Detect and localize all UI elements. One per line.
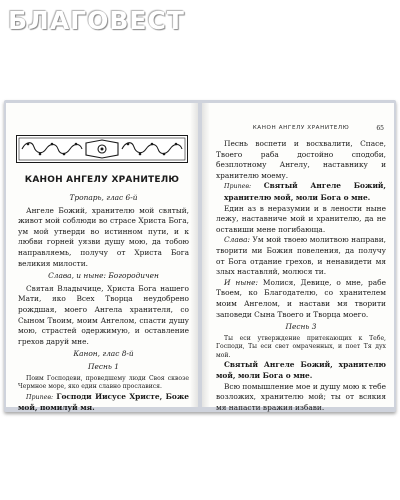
refrain-label: Припев: — [224, 183, 252, 191]
right-page-body — [216, 139, 386, 413]
refrain-label: Припев: — [26, 393, 54, 401]
troparion-text: Ангеле Божий, хранителю мой святый, живот мой соблюди во страсе Христа Бога, ум мой утверди во истинном пути, и к любви горней уязви душу мою, да тобою направляемь, получу от Христа Бога великия милости. — [18, 205, 189, 268]
left-page-body — [18, 191, 189, 414]
left-page — [6, 103, 198, 413]
watermark-logo: БЛАГОВЕСТ — [8, 6, 185, 35]
theotokion-text: Святая Владычице, Христа Бога нашего Мати, яко Всех Творца неудобрено рождшая, моего Ангела хранителя, со Сыном Твоим, моим Ангелом, спасти душу мою, страстей одержимую, и оставление грехов даруй мне. — [18, 283, 189, 346]
right-page — [202, 103, 394, 412]
glory-heading: Слава, и ныне: Богородичен — [48, 271, 159, 281]
canon-heading: Канон, глас 8-й — [73, 349, 134, 359]
refrain-text: Святый Ангеле Божий, хранителю мой, моли Бога о мне. — [224, 181, 386, 202]
irmos-text: Поим Господеви, проведшему люди Своя сквозе Чермное море, яко един славно прославися. — [18, 374, 189, 391]
glory-text: Ум мой твоею молитвою направи, творити ми Божия повеления, да получу от Бога отдание грехов, и ненавидети мя злых наставляй, молюся ти. — [216, 235, 386, 277]
ode-3-heading: Песнь 3 — [285, 322, 317, 332]
page-number: 65 — [376, 125, 384, 132]
ode-1-heading: Песнь 1 — [88, 361, 119, 371]
ornament-headpiece — [16, 135, 188, 163]
refrain-2-text: Святый Ангеле Божий, хранителю мой, моли Бога о мне. — [216, 360, 386, 381]
running-head: КАНОН АНГЕЛУ ХРАНИТЕЛЮ — [252, 125, 350, 131]
irmos-3-text: Ты еси утверждение притекающих к Тебе, Господи, Ты еси свет омраченных, и поет Тя дух мой. — [216, 334, 386, 359]
and-now-label: И ныне: — [224, 277, 258, 287]
page-title: КАНОН АНГЕЛУ ХРАНИТЕЛЮ — [24, 175, 180, 185]
troparion-heading: Тропарь, глас 6-й — [69, 193, 138, 202]
refrain-text: Господи Иисусе Христе, Боже мой, помилуй мя. — [18, 391, 189, 413]
and-now-text: Молися, Девице, о мне, рабе Твоем, ко Благодателю, со хранителем моим Ангелом, и настави мя творити заповеди Сына Твоего и Творца моего. — [216, 277, 386, 319]
troparion-p3: Всю помышление мое и душу мою к тебе возложих, хранителю мой; ты от всякия мя напасти вражия избави. — [216, 381, 386, 412]
troparion-p1: Песнь воспети и восхвалити, Спасе, Твоего раба достойно сподоби, безплотному Ангелу, наставнику и хранителю моему. — [216, 139, 386, 180]
troparion-p2: Един аз в неразумии и в лености ныне лежу, наставниче мой и хранителю, да не оставиши мене погибающа. — [216, 203, 386, 234]
glory-label: Слава: — [224, 235, 250, 245]
